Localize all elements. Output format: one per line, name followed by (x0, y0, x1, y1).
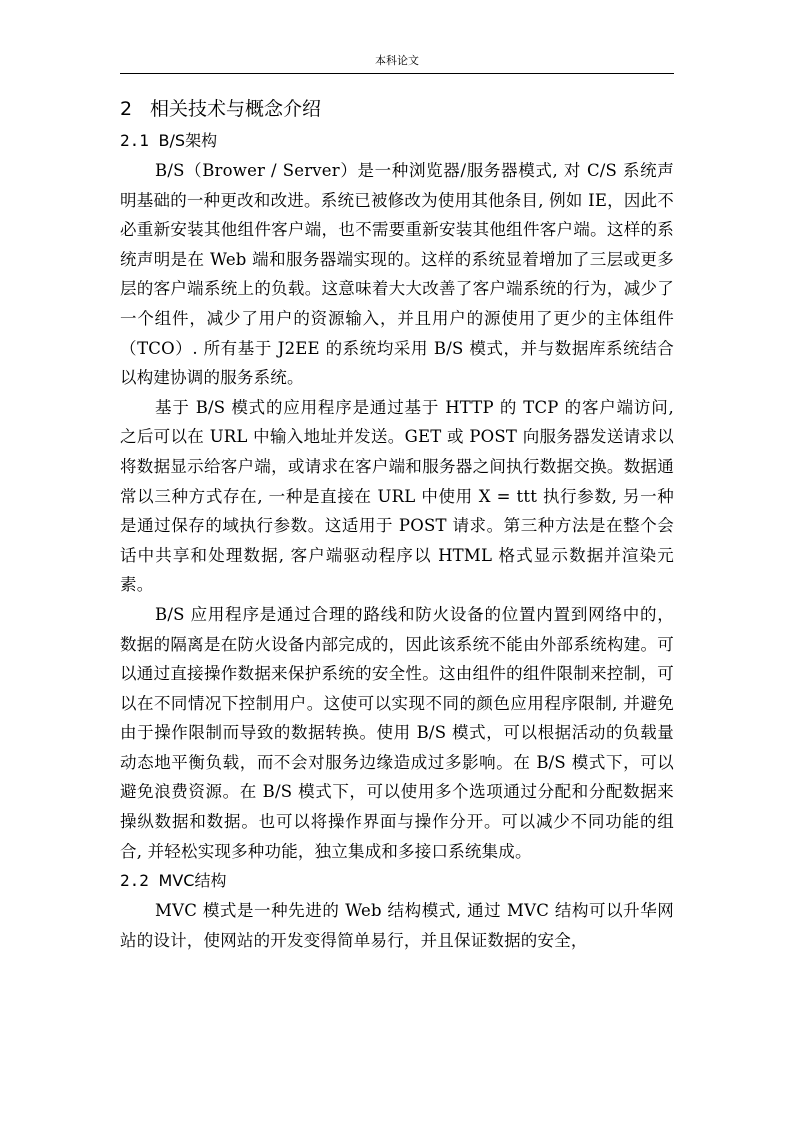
section-heading-2-2 (120, 866, 674, 896)
paragraph: 基于 B/S 模式的应用程序是通过基于 HTTP 的 TCP 的客户端访问, 之后可以在 URL 中输入地址并发送。GET 或 POST 向服务器发送请求以将数据显示给客户端，或请求在客户端和服务器之间执行数据交换。数据通常以三种方式存在, 一种是直接在 URL 中使用 X = ttt 执行参数, 另一种是通过保存的域执行参数。这适用于 POST 请求。第三种方法是在整个会话中共享和处理数据, 客户端驱动程序以 HTML 格式显示数据并渲染元素。 (120, 397, 674, 595)
chapter-title: 相关技术与概念介绍 (150, 98, 322, 120)
paragraph: B/S 应用程序是通过合理的路线和防火设备的位置内置到网络中的，数据的隔离是在防火设备内部完成的，因此该系统不能由外部系统构建。可以通过直接操作数据来保护系统的安全性。这由组件的组件限制来控制，可以在不同情况下控制用户。这使可以实现不同的颜色应用程序限制, 并避免由于操作限制而导致的数据转换。使用 B/S 模式，可以根据活动的负载量动态地平衡负载，而不会对服务边缘造成过多影响。在 B/S 模式下，可以避免浪费资源。在 B/S 模式下，可以使用多个选项通过分配和分配数据来操纵数据和数据。也可以将操作界面与操作分开。可以减少不同功能的组合, 并轻松实现多种功能，独立集成和多接口系统集成。 (120, 604, 674, 861)
section-number: 2.1 (120, 131, 149, 150)
section-title: B/S架构 (158, 131, 218, 150)
document-body (120, 94, 674, 955)
section-number: 2.2 (120, 871, 149, 891)
running-header: 本科论文 (375, 54, 419, 67)
section-heading-2-1 (120, 126, 674, 156)
chapter-number: 2 (120, 98, 133, 120)
section-title: MVC结构 (158, 871, 227, 891)
header-rule (120, 73, 674, 74)
paragraph: B/S（Brower / Server）是一种浏览器/服务器模式, 对 C/S 系统声明基础的一种更改和改进。系统已被修改为使用其他条目, 例如 IE，因此不必重新安装其他组件客户端，也不需要重新安装其他组件客户端。这样的系统声明是在 Web 端和服务器端实现的。这样的系统显着增加了三层或更多层的客户端系统上的负载。这意味着大大改善了客户端系统的行为，减少了一个组件，减少了用户的资源输入，并且用户的源使用了更少的主体组件（TCO）. 所有基于 J2EE 的系统均采用 B/S 模式，并与数据库系统结合以构建协调的服务系统。 (120, 161, 674, 388)
paragraph: MVC 模式是一种先进的 Web 结构模式, 通过 MVC 结构可以升华网站的设计，使网站的开发变得简单易行，并且保证数据的安全， (120, 901, 674, 950)
chapter-heading (120, 94, 674, 124)
